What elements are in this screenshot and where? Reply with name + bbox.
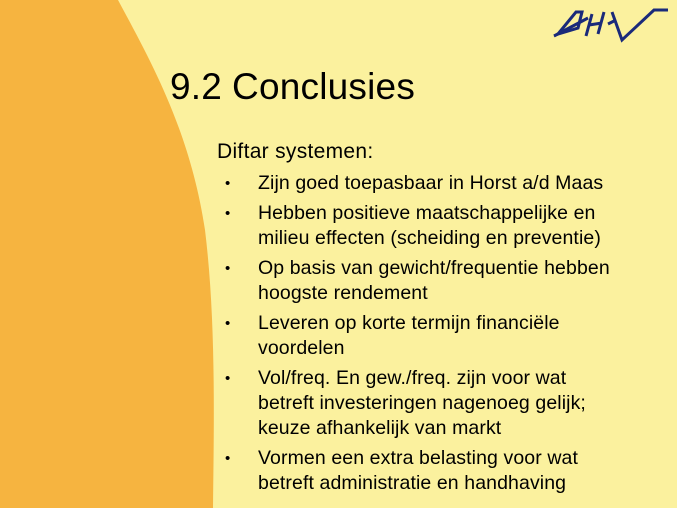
bullet-dot-icon: • [225,315,231,332]
bullet-list [212,171,672,501]
bullet-text: milieu effecten (scheiding en preventie) [258,227,601,249]
bullet-dot-icon: • [225,370,231,387]
bullet-text: Hebben positieve maatschappelijke en [258,202,596,224]
bullet-text: hoogste rendement [258,282,428,304]
bullet-text: keuze afhankelijk van markt [258,417,502,439]
bullet-item [212,201,672,251]
bullet-text: betreft investeringen nagenoeg gelijk; [258,392,586,414]
bullet-text: Vol/freq. En gew./freq. zijn voor wat [258,367,567,389]
bullet-text: voordelen [258,337,345,359]
bullet-dot-icon: • [225,260,231,277]
bullet-item [212,446,672,496]
slide-title [170,66,415,108]
bullet-dot-icon: • [225,175,231,192]
bullet-item [212,256,672,306]
title-text: Conclusies [232,66,416,107]
bullet-item [212,171,672,196]
bullet-item [212,366,672,441]
bullet-dot-icon: • [225,205,231,222]
title-number: 9.2 [170,66,223,107]
bullet-text: Op basis van gewicht/frequentie hebben [258,257,610,279]
bullet-text: betreft administratie en handhaving [258,472,567,494]
hanzehogeschool-logo-icon [552,6,670,44]
bullet-text: Vormen een extra belasting voor wat [258,447,579,469]
slide-subtitle: Diftar systemen: [217,140,374,163]
bullet-text: Leveren op korte termijn financiële [258,312,560,334]
bullet-item [212,311,672,361]
bullet-text: Zijn goed toepasbaar in Horst a/d Maas [258,172,604,194]
bullet-dot-icon: • [225,450,231,467]
